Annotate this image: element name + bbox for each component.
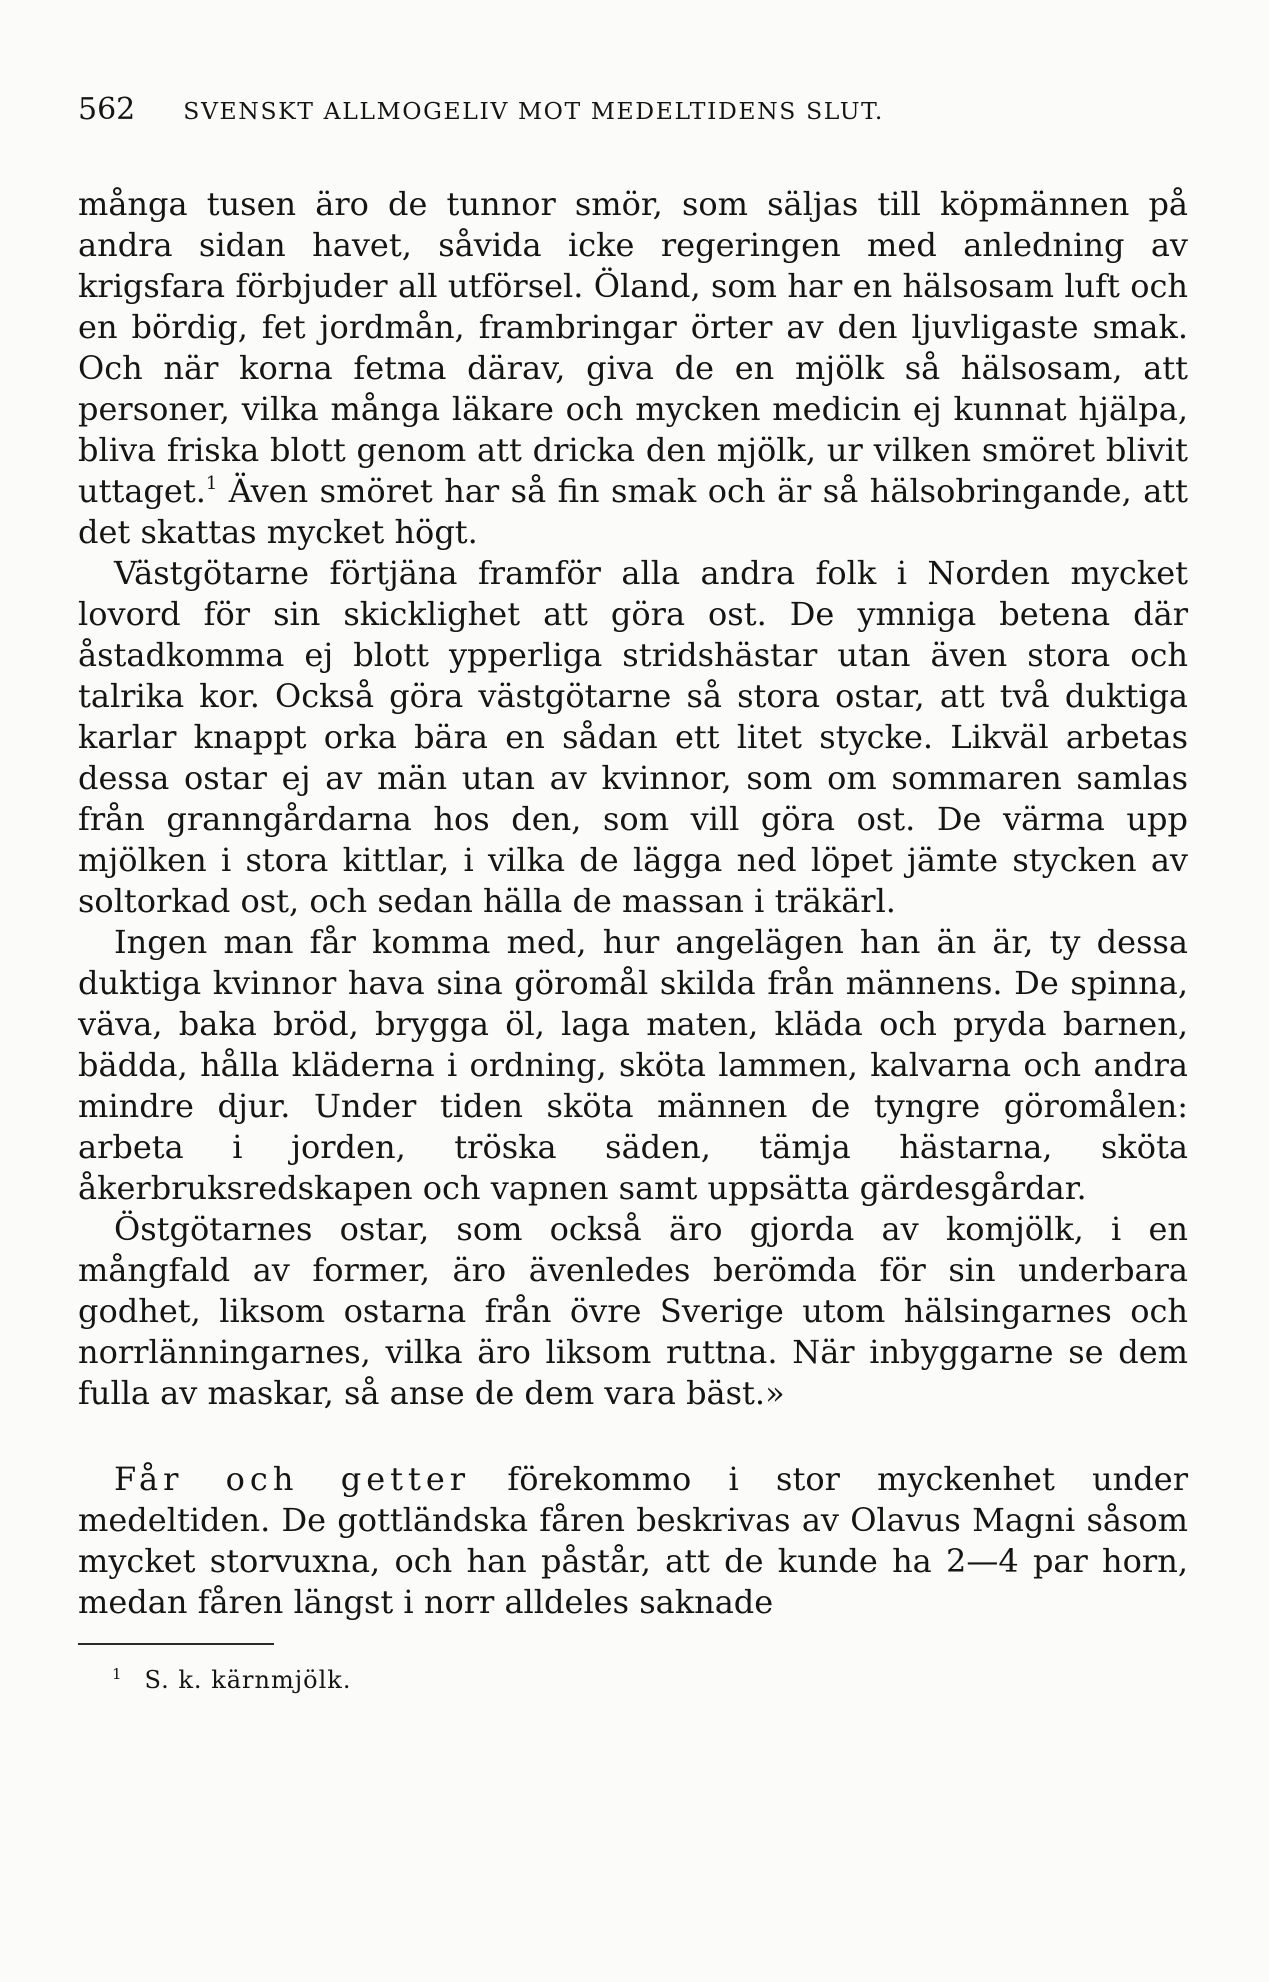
paragraph-5 bbox=[78, 1459, 1188, 1623]
paragraph-text: förekommo i stor myckenhet under medeltiden. De gottländska fåren beskrivas av Olavus Magni såsom mycket storvuxna, och han påstår, att de kunde ha 2—4 par horn, medan fåren längst i norr alldeles saknade bbox=[78, 1460, 1189, 1621]
book-page bbox=[78, 92, 1188, 1694]
body-text bbox=[78, 184, 1188, 1623]
paragraph-1 bbox=[78, 184, 1188, 553]
footnote-text: S. k. kärnmjölk. bbox=[144, 1666, 352, 1694]
paragraph-text: Östgötarnes ostar, som också äro gjorda av komjölk, i en mångfald av former, äro ävenledes berömda för sin underbara godhet, liksom ostarna från övre Sverige utom hälsingarnes och norrlänningarnes, vilka äro liksom ruttna. När inbyggarne se dem fulla av maskar, så anse de dem vara bäst.» bbox=[78, 1210, 1188, 1412]
paragraph-text: Ingen man får komma med, hur angelägen han än är, ty dessa duktiga kvinnor hava sina göromål skilda från männens. De spinna, väva, baka bröd, brygga öl, laga maten, kläda och pryda barnen, bädda, hålla kläderna i ordning, sköta lammen, kalvarna och andra mindre djur. Under tiden sköta männen de tyngre göromålen: arbeta i jorden, tröska säden, tämja hästarna, sköta åkerbruksredskapen och vapnen samt uppsätta gärdesgårdar. bbox=[78, 923, 1188, 1207]
paragraph-3 bbox=[78, 922, 1188, 1209]
running-head: SVENSKT ALLMOGELIV MOT MEDELTIDENS SLUT. bbox=[183, 97, 884, 125]
footnote bbox=[112, 1665, 1188, 1694]
page-header bbox=[78, 92, 1188, 144]
paragraph-text: Västgötarne förtjäna framför alla andra folk i Norden mycket lovord för sin skicklighet att göra ost. De ymniga betena där åstadkomma ej blott ypperliga stridshästar utan även stora och talrika kor. Också göra västgötarne så stora ostar, att två duktiga karlar knappt orka bära en sådan ett litet stycke. Likväl arbetas dessa ostar ej av män utan av kvinnor, som om sommaren samlas från granngårdarna hos den, som vill göra ost. De värma upp mjölken i stora kittlar, i vilka de lägga ned löpet jämte stycken av soltorkad ost, och sedan hälla de massan i träkärl. bbox=[78, 554, 1188, 920]
paragraph-4 bbox=[78, 1209, 1188, 1414]
paragraph-2 bbox=[78, 553, 1188, 922]
footnote-reference: 1 bbox=[205, 473, 218, 494]
footnote-divider bbox=[78, 1643, 274, 1645]
section-lead: Får och getter bbox=[114, 1460, 471, 1498]
page-number: 562 bbox=[78, 92, 136, 127]
footnote-marker: 1 bbox=[112, 1665, 123, 1683]
paragraph-text: många tusen äro de tunnor smör, som säljas till köpmännen på andra sidan havet, såvida icke regeringen med anledning av krigsfara förbjuder all utförsel. Öland, som har en hälsosam luft och en bördig, fet jordmån, frambringar örter av den ljuvligaste smak. Och när korna fetma därav, giva de en mjölk så hälsosam, att personer, vilka många läkare och mycken medicin ej kunnat hjälpa, bliva friska blott genom att dricka den mjölk, ur vilken smöret blivit uttaget. bbox=[78, 185, 1188, 510]
paragraph-text: Även smöret har så fin smak och är så hälsobringande, att det skattas mycket högt. bbox=[78, 472, 1188, 551]
